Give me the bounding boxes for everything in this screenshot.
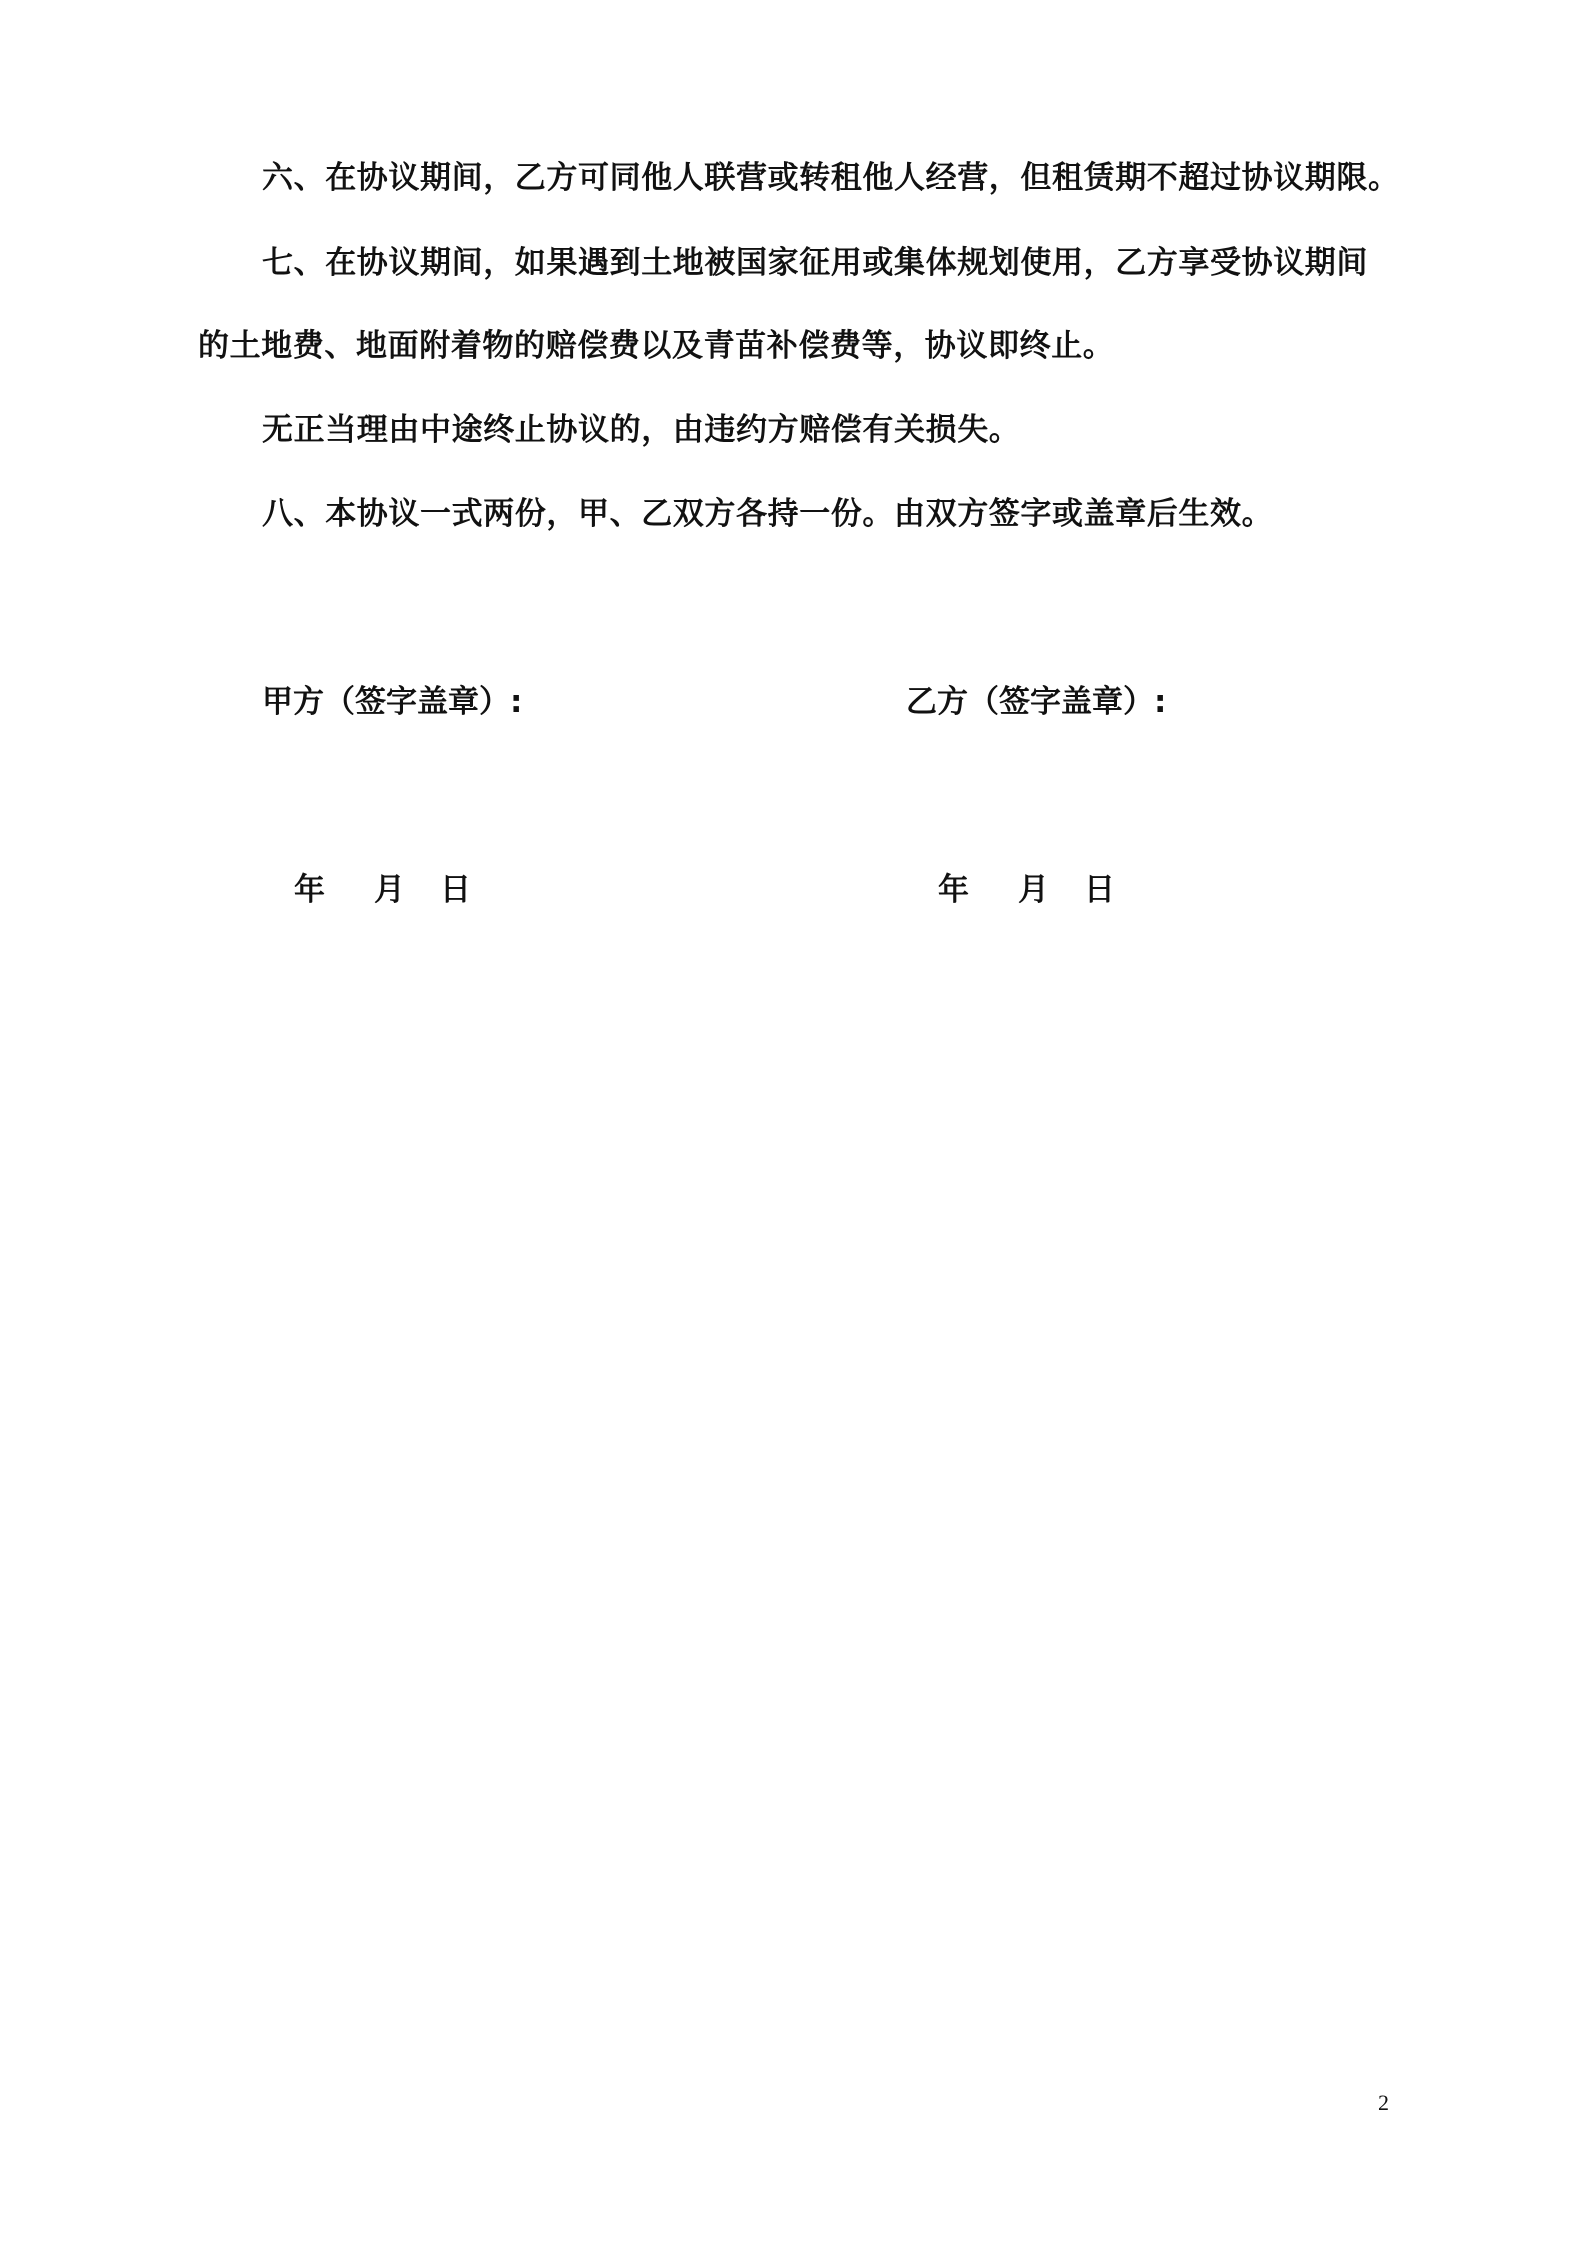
day-label: 日	[1084, 872, 1115, 908]
page-number: 2	[1378, 2090, 1389, 2115]
party-a-date-line	[294, 870, 494, 910]
paragraph-clause-7-continued: 的土地费、地面附着物的赔偿费以及青苗补偿费等，协议即终止。	[198, 328, 1115, 364]
day-label: 日	[440, 872, 471, 908]
party-b-signature-label: 乙方（签字盖章）:	[906, 684, 1167, 720]
paragraph-clause-8: 八、本协议一式两份，甲、乙双方各持一份。由双方签字或盖章后生效。	[262, 496, 1274, 532]
paragraph-breach-clause: 无正当理由中途终止协议的，由违约方赔偿有关损失。	[262, 412, 1021, 448]
paragraph-clause-6: 六、在协议期间，乙方可同他人联营或转租他人经营，但租赁期不超过协议期限。	[262, 160, 1400, 196]
year-label: 年	[294, 872, 325, 908]
party-a-signature-label: 甲方（签字盖章）:	[262, 684, 523, 720]
party-b-date-line	[938, 870, 1138, 910]
year-label: 年	[938, 872, 969, 908]
month-label: 月	[1018, 872, 1049, 908]
month-label: 月	[374, 872, 405, 908]
paragraph-clause-7: 七、在协议期间，如果遇到土地被国家征用或集体规划使用，乙方享受协议期间	[262, 245, 1368, 281]
